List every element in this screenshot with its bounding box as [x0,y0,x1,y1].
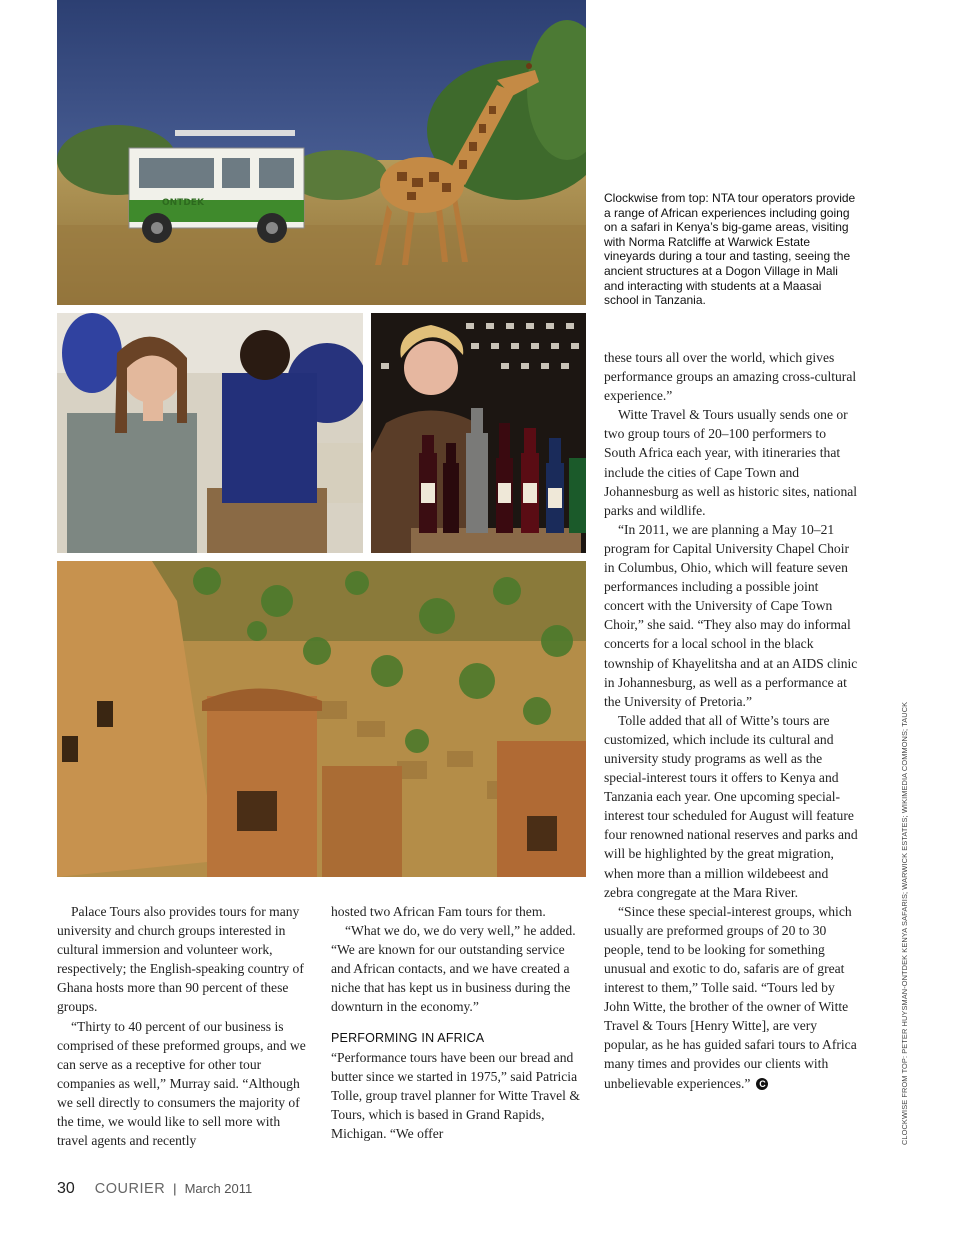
safari-giraffe-photo [57,0,586,305]
publication-name: COURIER [94,1181,166,1197]
maasai-school-photo [57,313,363,553]
section-heading: PERFORMING IN AFRICA [331,1030,485,1045]
page-footer [57,1180,252,1198]
paragraph: hosted two African Fam tours for them. [331,904,546,919]
page-number: 30 [57,1180,75,1197]
warwick-winery-photo [371,313,586,553]
paragraph [604,902,860,1093]
article-column-1 [57,902,310,1150]
paragraph: “In 2011, we are planning a May 10–21 program for Capital University Chapel Choir in Columbus, Ohio, which will feature seven performances including a possible joint concert with the University of Cape Town Choir,” she said. “They also may do informal concerts for a local school in the black township of Khayelitsha and at an AIDS clinic in Johannesburg, as well as a performance at the University of Pretoria.” [604,521,858,709]
paragraph: these tours all over the world, which gives performance groups an amazing cross-cultural experience.” [604,350,857,404]
end-of-story-icon: C [756,1078,768,1090]
vehicle-brand-text: ONTDEK [162,198,204,208]
dogon-village-photo [57,561,586,877]
issue-date: March 2011 [184,1181,253,1196]
photo-caption: Clockwise from top: NTA tour operators provide a range of African experiences including going on a safari in Kenya’s big-game areas, visiting with Norma Ratcliffe at Warwick Estate vineyards during a tour and tasting, seeing the ancient structures at a Dogon Village in Mali and interacting with students at a Maasai school in Tanzania. [604,191,856,308]
paragraph: “Performance tours have been our bread and butter since we started in 1975,” said Patricia Tolle, group travel planner for Witte Travel & Tours, which is based in Grand Rapids, Michigan. “We offer [331,1049,580,1141]
article-column-3 [604,348,860,1093]
paragraph: “What we do, we do very well,” he added. “We are known for our outstanding service and African contacts, and we have created a niche that has kept us in business during the downturn in the economy.” [331,923,576,1015]
footer-separator: | [173,1181,177,1196]
paragraph: Palace Tours also provides tours for many university and church groups interested in cultural immersion and volunteer work, respectively; the English-speaking country of Ghana hosts more than 90 percent of these groups. [57,904,304,1015]
article-column-2 [331,902,587,1143]
paragraph: “Thirty to 40 percent of our business is comprised of these preformed groups, and we can serve as a receptive for other tour companies as well,” Murray said. “Although we sell directly to consumers the majority of the time, we would like to sell more with travel agents and recently [57,1018,306,1149]
paragraph-text: “Since these special-interest groups, which usually are preformed groups of 20 to 30 people, tend to be looking for something unusual and exotic to do, safaris are of great interest to them,” Tolle said. “Tours led by John Witte, the brother of the owner of Witte Travel & Tours [Henry Witte], are very popular, as he has guided safari tours to Africa many times and provides our clients with unbelievable experiences.” [604,903,857,1091]
paragraph: Witte Travel & Tours usually sends one or two group tours of 20–100 performers to South Africa each year, with itineraries that include the cities of Cape Town and Johannesburg as well as historic sites, national parks and wildlife. [604,407,858,518]
photo-credit: CLOCKWISE FROM TOP: PETER HUYSMAN-ONTDEK KENYA SAFARIS; WARWICK ESTATES; WIKIMEDIA COMMONS; TAUCK [900,701,909,1145]
paragraph: Tolle added that all of Witte’s tours are customized, which include its cultural and university study programs as well as the special-interest tours it offers to Kenya and Tanzania each year. One upcoming special-interest tour scheduled for August will feature four renowned national reserves and parks and will be highlighted by the great migration, when more than a million wildebeest and zebra congregate at the Mara River. [604,712,858,900]
